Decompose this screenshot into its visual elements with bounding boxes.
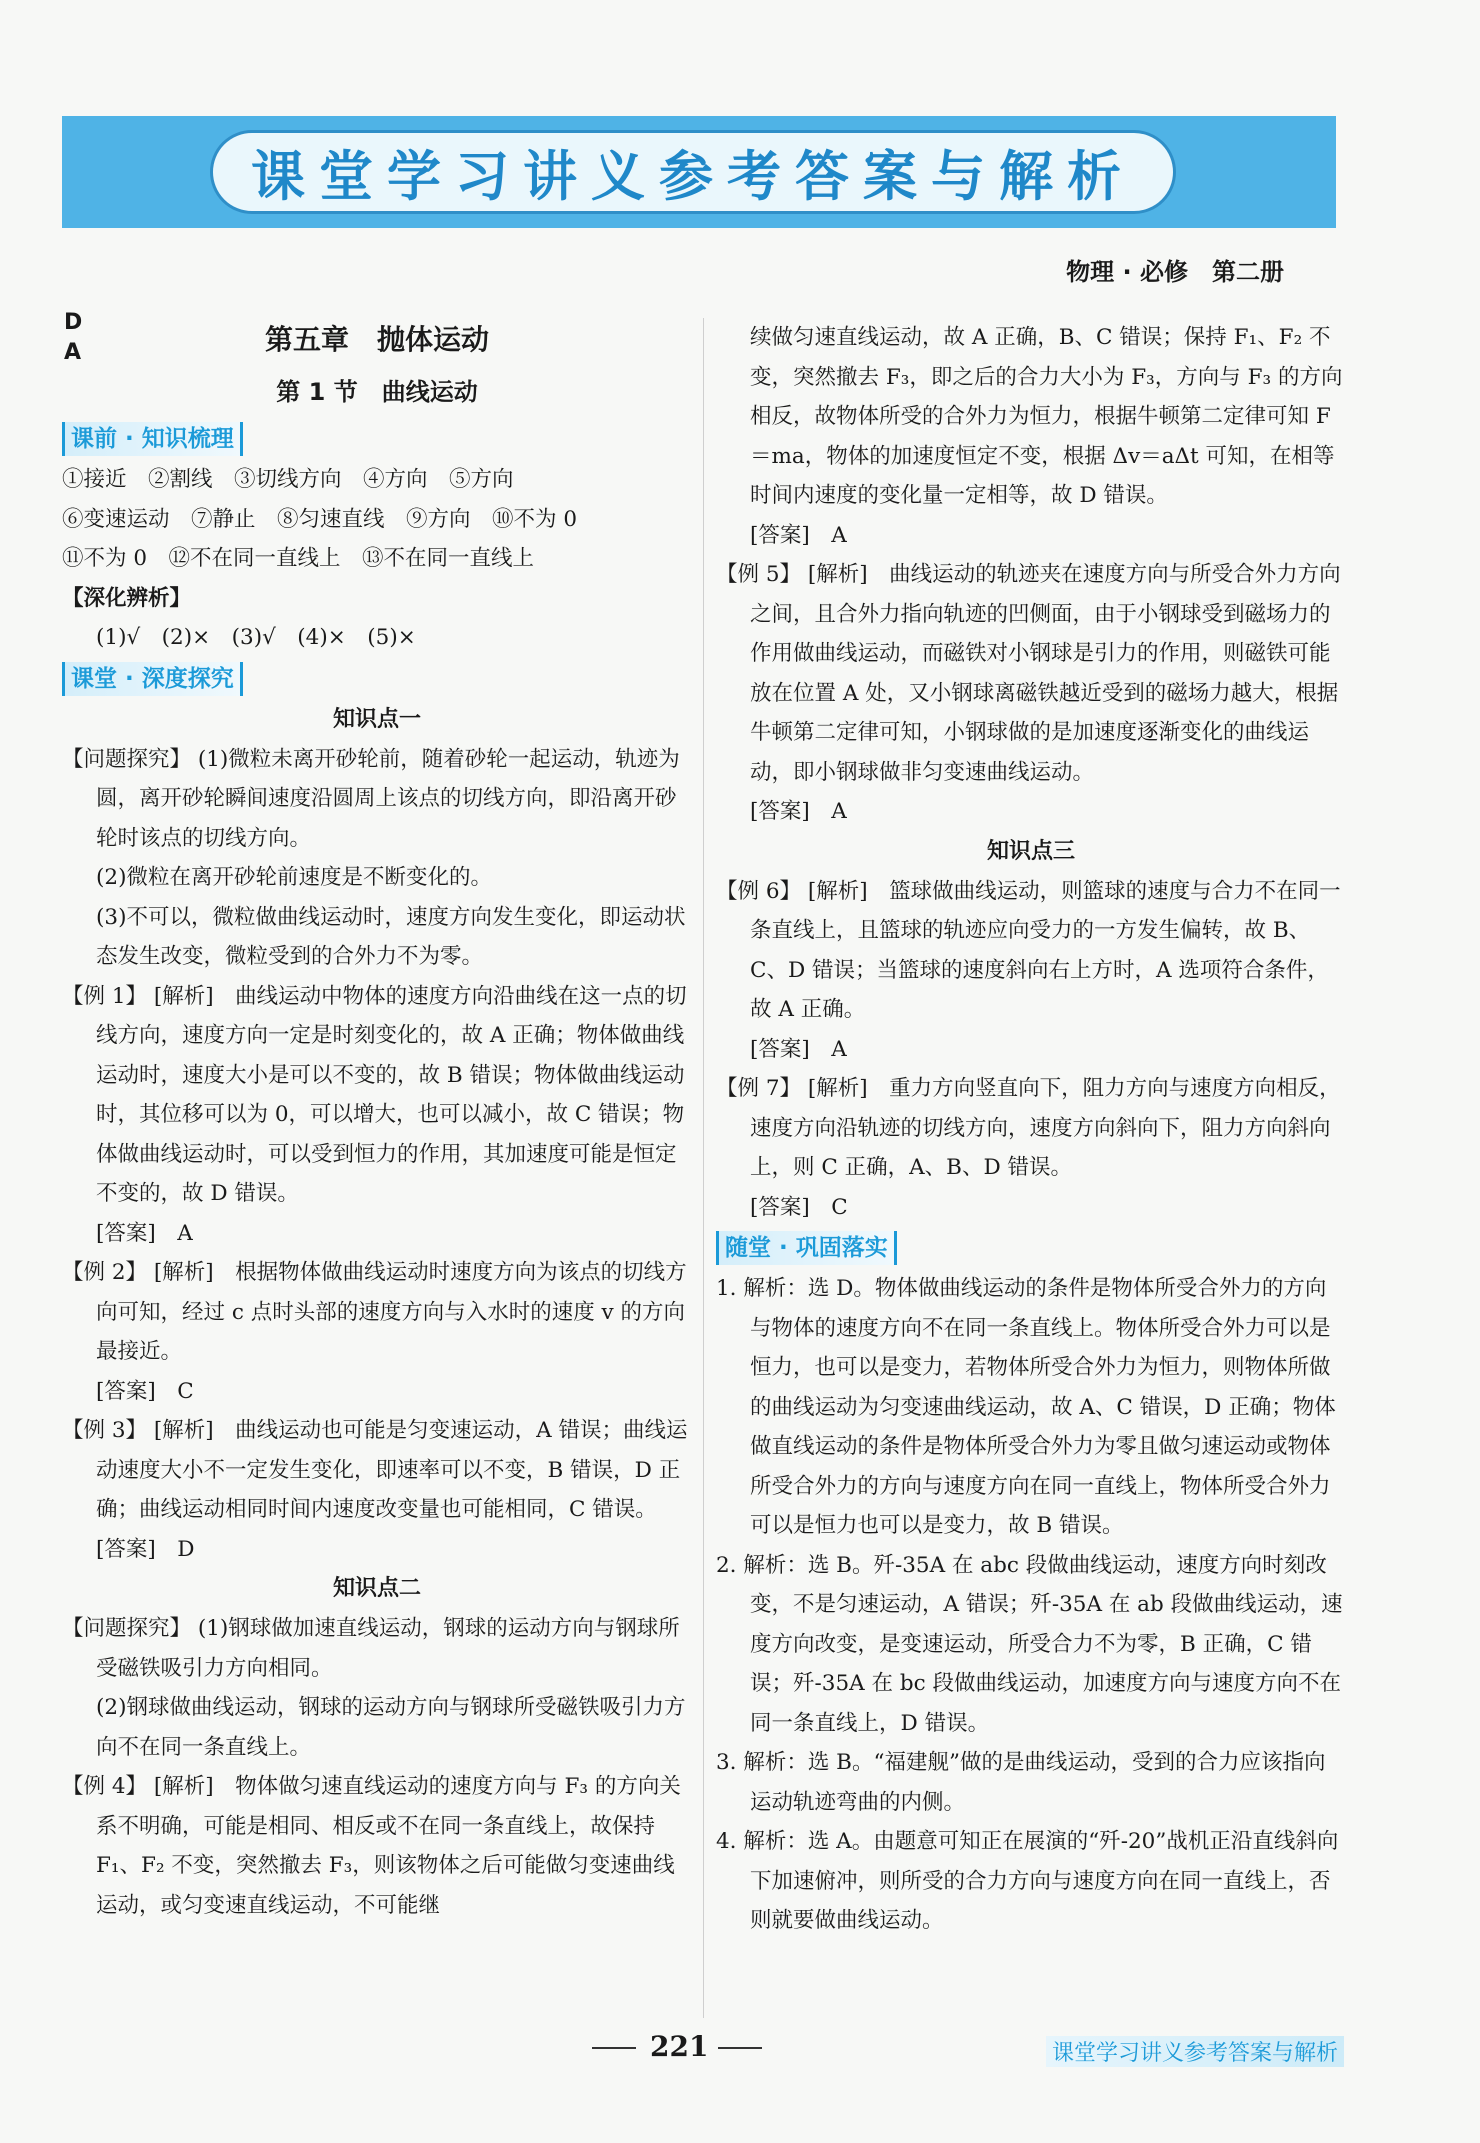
knowledge-point-heading: 知识点二 (332, 1576, 421, 1601)
side-letter: D (64, 310, 83, 335)
fill-answer-row: ⑥变速运动 ⑦静止 ⑧匀速直线 ⑨方向 ⑩不为 0 (62, 506, 578, 532)
inquiry-paragraph: 【问题探究】 (1)钢球做加速直线运动，钢球的运动方向与钢球所受磁铁吸引力方向相同。 (62, 1616, 680, 1681)
left-column (62, 318, 692, 1925)
example-analysis: 【例 1】 [解析] 曲线运动中物体的速度方向沿曲线在这一点的切线方向，速度方向一定是时刻变化的，故 A 正确；物体做曲线运动时，速度大小是可以不变的，故 B 错误；物体做曲线运动时，其位移可以为 0，可以增大，也可以减小，故 C 错误；物体做曲线运动时，可以受到恒力的作用，其加速度可能是恒定不变的，故 D 错误。 (62, 983, 687, 1206)
fill-answer-row: ⑪不为 0 ⑫不在同一直线上 ⑬不在同一直线上 (62, 546, 535, 571)
section-tag-preclass: 课前 · 知识梳理 (62, 422, 243, 456)
example-answer: [答案] A (750, 799, 847, 824)
chapter-title: 第五章 抛体运动 (264, 323, 489, 356)
knowledge-point-heading: 知识点一 (332, 706, 421, 732)
question-analysis: 3. 解析：选 B。“福建舰”做的是曲线运动，受到的合力应该指向运动轨迹弯曲的内侧。 (716, 1750, 1326, 1815)
example-analysis: 【例 2】 [解析] 根据物体做曲线运动时速度方向为该点的切线方向可知，经过 c 点时头部的速度方向与入水时的速度 v 的方向最接近。 (62, 1260, 687, 1364)
example-answer: [答案] A (750, 1036, 847, 1062)
footer-dash-right (718, 2047, 762, 2049)
example-analysis: 【例 3】 [解析] 曲线运动也可能是匀变速运动，A 错误；曲线运动速度大小不一定发生变化，即速率可以不变，B 错误，D 正确；曲线运动相同时间内速度改变量也可能相同，C 错误。 (62, 1418, 688, 1522)
subject-label: 物理 · 必修 第二册 (1066, 258, 1284, 286)
section-title: 第 1 节 曲线运动 (276, 378, 478, 406)
fill-answer-row: ①接近 ②割线 ③切线方向 ④方向 ⑤方向 (62, 467, 514, 492)
question-analysis: 4. 解析：选 A。由题意可知正在展演的“歼-20”战机正沿直线斜向下加速俯冲，则所受的合力方向与速度方向在同一直线上，否则就要做曲线运动。 (716, 1829, 1339, 1933)
inquiry-paragraph: (2)微粒在离开砂轮前速度是不断变化的。 (96, 865, 492, 890)
question-analysis: 1. 解析：选 D。物体做曲线运动的条件是物体所受合外力的方向与物体的速度方向不在同一条直线上。物体所受合外力可以是恒力，也可以是变力，若物体所受合外力为恒力，则物体所做的曲线运动为匀变速曲线运动，故 A、C 错误，D 正确；物体做直线运动的条件是物体所受合外力为零且做匀速运动或物体所受合外力的方向与速度方向在同一直线上，物体所受合外力可以是恒力也可以是变力，故 B 错误。 (716, 1276, 1336, 1538)
section-tag-inclass: 课堂 · 深度探究 (62, 662, 243, 696)
side-letter: A (64, 340, 82, 365)
example-analysis: 【例 6】 [解析] 篮球做曲线运动，则篮球的速度与合力不在同一条直线上，且篮球的轨迹应向受力的一方发生偏转，故 B、C、D 错误；当篮球的速度斜向右上方时，A 选项符合条件，故 A 正确。 (716, 878, 1341, 1022)
example-answer: [答案] A (750, 522, 847, 548)
example-answer: [答案] A (96, 1220, 193, 1246)
example-answer: [答案] C (750, 1194, 848, 1220)
page-number: 221 (650, 2030, 709, 2063)
knowledge-point-heading: 知识点三 (986, 838, 1075, 864)
example-analysis: 【例 5】 [解析] 曲线运动的轨迹夹在速度方向与所受合外力方向之间，且合外力指向轨迹的凹侧面，由于小钢球受到磁场力的作用做曲线运动，而磁铁对小钢球是引力的作用，则磁铁可能放在位置 A 处，又小钢球离磁铁越近受到的磁场力越大，根据牛顿第二定律可知，小钢球做的是加速度逐渐变化的曲线运动，即小钢球做非匀变速曲线运动。 (716, 562, 1341, 785)
title-banner (62, 116, 1336, 228)
title-plaque (210, 130, 1176, 214)
inquiry-paragraph: (2)钢球做曲线运动，钢球的运动方向与钢球所受磁铁吸引力方向不在同一条直线上。 (96, 1695, 686, 1760)
inquiry-paragraph: 【问题探究】 (1)微粒未离开砂轮前，随着砂轮一起运动，轨迹为圆，离开砂轮瞬间速度沿圆周上该点的切线方向，即沿离开砂轮时该点的切线方向。 (62, 746, 680, 851)
example-analysis-continued: 续做匀速直线运动，故 A 正确，B、C 错误；保持 F₁、F₂ 不变，突然撤去 F₃，即之后的合力大小为 F₃，方向与 F₃ 的方向相反，故物体所受的合外力为恒力，根据牛顿第二定律可知 F＝ma，物体的加速度恒定不变，根据 Δv＝aΔt 可知，在相等时间内速度的变化量一定相等，故 D 错误。 (750, 325, 1343, 508)
question-analysis: 2. 解析：选 B。歼-35A 在 abc 段做曲线运动，速度方向时刻改变，不是匀速运动，A 错误；歼-35A 在 ab 段做曲线运动，速度方向改变，是变速运动，所受合力不为零，B 正确，C 错误；歼-35A 在 bc 段做曲线运动，加速度方向与速度方向不在同一条直线上，D 错误。 (716, 1552, 1343, 1736)
example-analysis: 【例 7】 [解析] 重力方向竖直向下，阻力方向与速度方向相反，速度方向沿轨迹的切线方向，速度方向斜向下，阻力方向斜向上，则 C 正确，A、B、D 错误。 (716, 1076, 1341, 1180)
deep-analysis-label: 【深化辨析】 (62, 585, 192, 611)
example-answer: [答案] D (96, 1536, 195, 1562)
example-answer: [答案] C (96, 1378, 194, 1404)
example-analysis: 【例 4】 [解析] 物体做匀速直线运动的速度方向与 F₃ 的方向关系不明确，可能是相同、相反或不在同一条直线上，故保持 F₁、F₂ 不变，突然撤去 F₃，则该物体之后可能做匀变速曲线运动，或匀变速直线运动，不可能继 (62, 1774, 681, 1918)
banner-title: 课堂学习讲义参考答案与解析 (251, 144, 1135, 208)
section-tag-consolidation: 随堂 · 巩固落实 (716, 1231, 897, 1265)
judge-answers: (1)√ (2)× (3)√ (4)× (5)× (96, 625, 416, 650)
inquiry-paragraph: (3)不可以，微粒做曲线运动时，速度方向发生变化，即运动状态发生改变，微粒受到的合外力不为零。 (96, 904, 686, 969)
footer-title: 课堂学习讲义参考答案与解析 (1046, 2036, 1344, 2067)
right-column (716, 318, 1346, 1941)
column-divider (703, 318, 704, 2018)
footer-dash-left (592, 2047, 636, 2049)
